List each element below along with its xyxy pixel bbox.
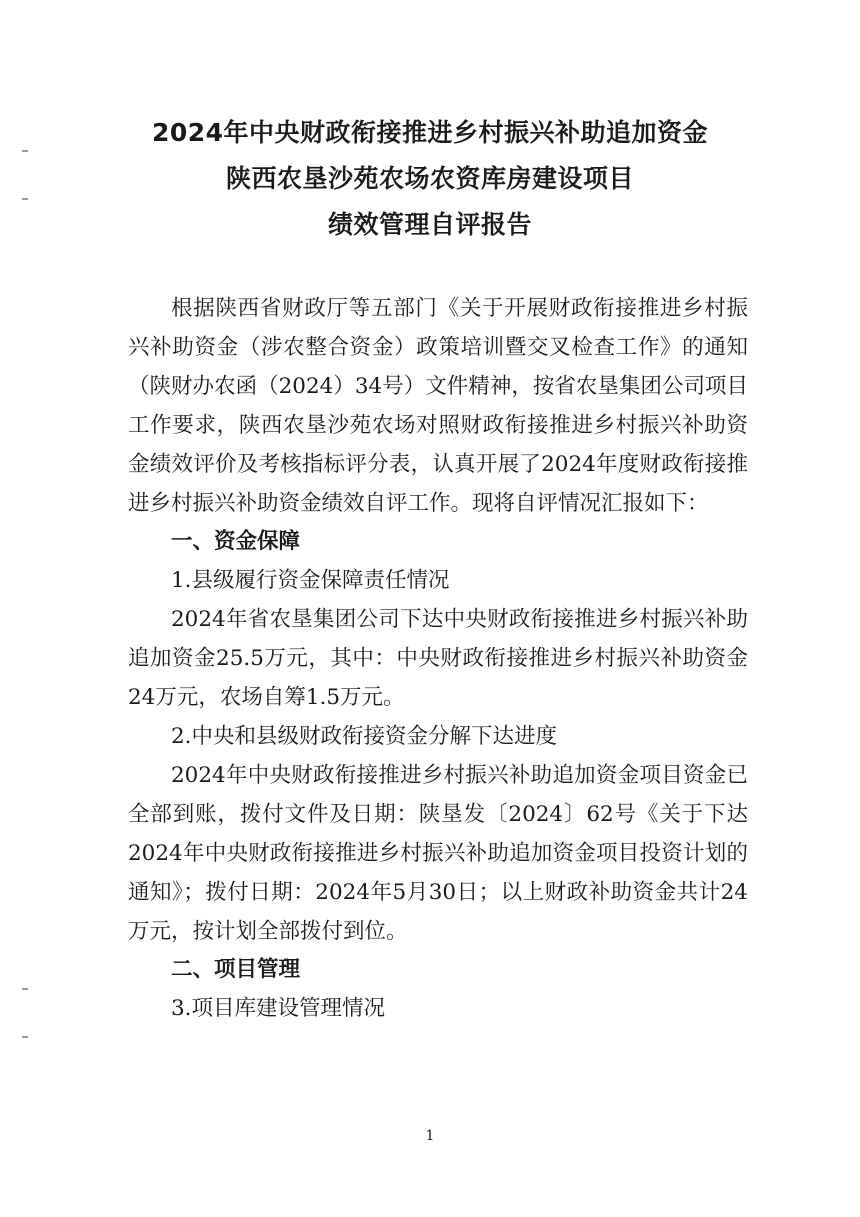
section-heading-project-management: 二、项目管理 (171, 957, 301, 983)
body-paragraph: 2024年中央财政衔接推进乡村振兴补助追加资金项目资金已全部到账，拨付文件及日期：陕垦发〔2024〕62号《关于下达2024年中央财政衔接推进乡村振兴补助追加资金项目投资计划的通知》；拨付日期：2024年5月30日；以上财政补助资金共计24万元，按计划全部拨付到位。 (128, 762, 748, 944)
document-body (128, 290, 748, 1029)
intro-paragraph: 根据陕西省财政厅等五部门《关于开展财政衔接推进乡村振兴补助资金（涉农整合资金）政策培训暨交叉检查工作》的通知（陕财办农函（2024）34号）文件精神，按省农垦集团公司项目工作要求，陕西农垦沙苑农场对照财政衔接推进乡村振兴补助资金绩效评价及考核指标评分表，认真开展了2024年度财政衔接推进乡村振兴补助资金绩效自评工作。现将自评情况汇报如下： (128, 296, 748, 516)
title-line: 陕西农垦沙苑农场农资库房建设项目 (225, 164, 634, 193)
title-line: 2024年中央财政衔接推进乡村振兴补助追加资金 (151, 118, 709, 147)
scan-margin-mark (22, 988, 28, 990)
subsection-heading: 3.项目库建设管理情况 (171, 996, 386, 1022)
document-title (0, 110, 860, 248)
title-line: 绩效管理自评报告 (327, 210, 532, 239)
subsection-heading: 2.中央和县级财政衔接资金分解下达进度 (171, 723, 558, 749)
scan-margin-mark (22, 1036, 28, 1038)
body-paragraph: 2024年省农垦集团公司下达中央财政衔接推进乡村振兴补助追加资金25.5万元，其中：中央财政衔接推进乡村振兴补助资金24万元，农场自筹1.5万元。 (128, 607, 748, 711)
section-heading-funding: 一、资金保障 (171, 529, 301, 555)
page-number: 1 (425, 1128, 435, 1144)
subsection-heading: 1.县级履行资金保障责任情况 (171, 568, 450, 594)
